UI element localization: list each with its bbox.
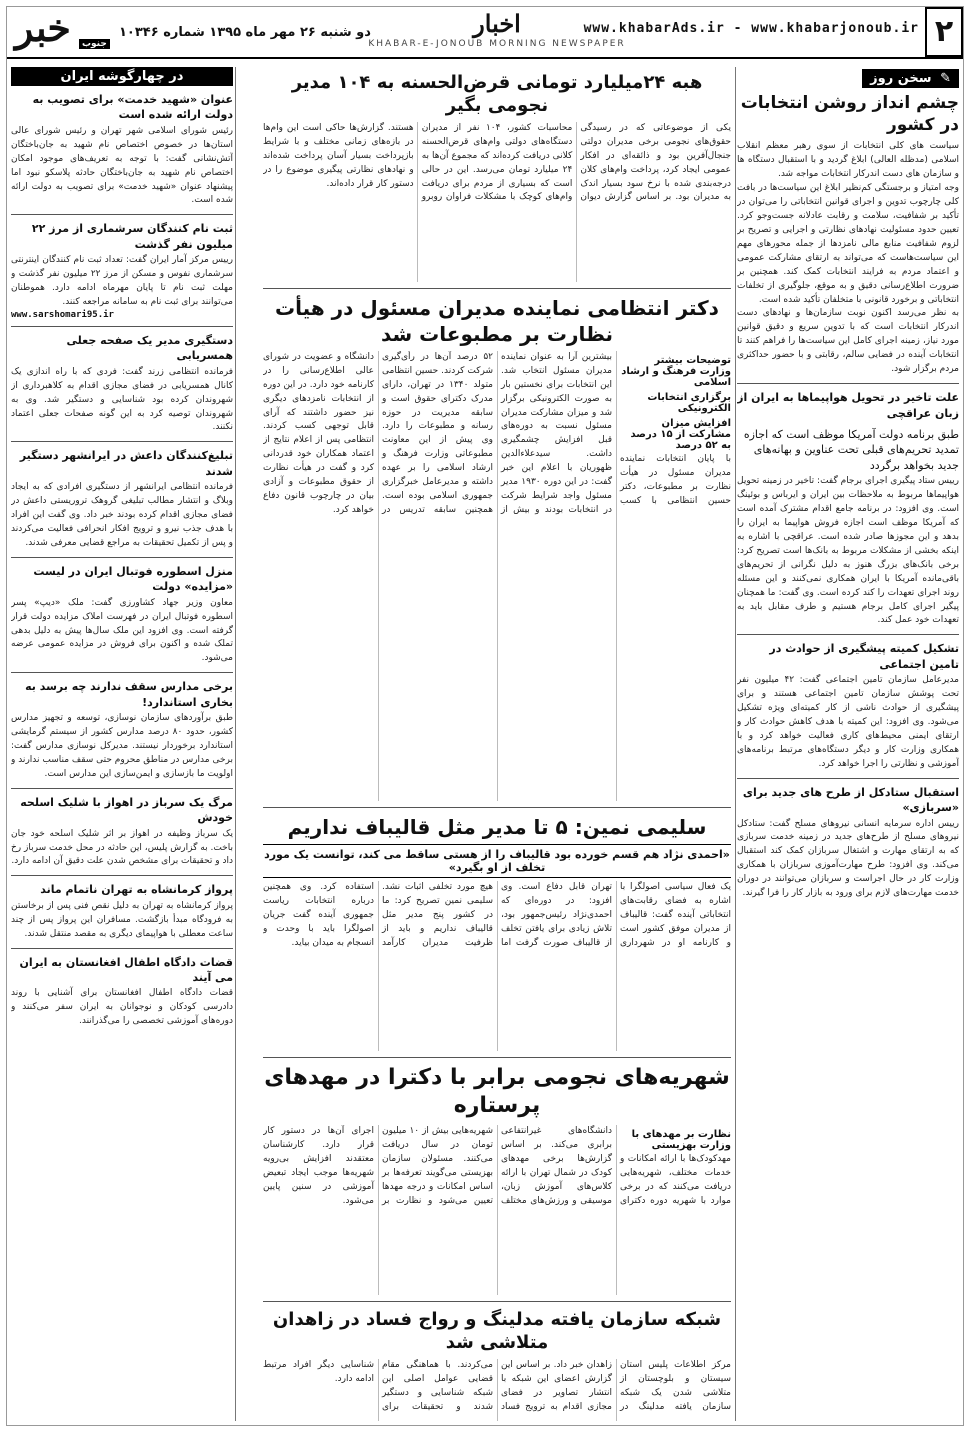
logo-sub: جنوب <box>79 39 110 49</box>
page-number: ۲ <box>925 7 963 57</box>
editorial-body: سیاست های کلی انتخابات از سوی رهبر معظم انقلاب اسلامی (مدظله العالی) ابلاغ گردید و با استقبال دستگاه ها و سازمان های دست اندرکار انتخابات مواجه شد. <box>737 141 959 180</box>
article-body: فرمانده انتظامی ایرانشهر از دستگیری افرادی که به ایجاد وبلاگ و انتشار مطالب تبلیغی گروهک تروریستی داعش در فضای مجازی اقدام کرده بودند خبر داد. وی گفت این افراد با هدف جذب نیرو و ترویج افکار انحرافی فعالیت می‌کردند و پس از تکمیل تحقیقات به مراجع قضایی معرفی شدند. <box>11 482 233 548</box>
article-body: مهدکودک‌ها با ارائه امکانات و خدمات مختلف، شهریه‌هایی دریافت می‌کنند که در برخی موارد با شهریه دوره دکترای دانشگاه‌های غیرانتفاعی برابری می‌کند. بر اساس گزارش‌ها برخی مهدهای کودک در شمال تهران با ارائه کلاس‌های آموزش زبان، موسیقی و ورزش‌های مختلف شهریه‌هایی بیش از ۱۰ میلیون تومان در سال دریافت می‌کنند. مسئولان سازمان بهزیستی می‌گویند تعرفه‌ها بر اساس امکانات و درجه مهدها تعیین می‌شود و نظارت بر اجرای آن‌ها در دستور کار قرار دارد. کارشناسان معتقدند افزایش بی‌رویه شهریه‌ها موجب ایجاد تبعیض آموزشی در سنین پایین می‌شود. <box>263 1125 731 1206</box>
masthead <box>7 7 963 59</box>
article-headline[interactable]: قضات دادگاه اطفال افغانستان به ایران می آیند <box>19 955 233 984</box>
article-headline[interactable]: تبلیغ‌کنندگان داعش در ایرانشهر دستگیر شدند <box>19 449 233 478</box>
article-headline[interactable]: عنوان «شهید خدمت» برای تصویب به دولت ارائه شده است <box>32 93 233 122</box>
article-headline[interactable]: سلیمی نمین: ۵ تا مدیر مثل قالیباف نداریم <box>287 814 707 839</box>
article-body-block <box>263 122 731 282</box>
column-divider <box>735 67 736 1421</box>
article-body: یکی از موضوعاتی که در رسیدگی حقوق‌های نجومی برخی مدیران دولتی جنجال‌آفرین بود و ذائقه‌ای در افکار عمومی ایجاد کرد، پرداخت وام‌های کلان درجه‌بندی شده با نرخ سود بسیار اندک به مدیران بود. بر اساس گزارش دیوان محاسبات کشور، ۱۰۴ نفر از مدیران دستگاه‌های دولتی وام‌های قرض‌الحسنه کلانی دریافت کرده‌اند که مجموع آن‌ها به ۲۴ میلیارد تومان می‌رسد. این در حالی است که بسیاری از مردم برای دریافت وام‌های کوچک با مشکلات فراوان روبرو هستند. گزارش‌ها حاکی است این وام‌ها در بازه‌های زمانی مختلف و با شرایط بازپرداخت بسیار آسان پرداخت شده‌اند و نهادهای نظارتی پیگیری موضوع را در دستور کار قرار داده‌اند. <box>263 122 731 203</box>
divider <box>737 634 959 635</box>
article-body: یک سرباز وظیفه در اهواز بر اثر شلیک اسلحه خود جان باخت. به گزارش پلیس، این حادثه در محل خدمت سرباز رخ داد و تحقیقات برای مشخص شدن علت دقیق آن ادامه دارد. <box>11 828 233 867</box>
pull-quote: «احمدی نژاد هم قسم خورده بود قالیباف را از هستی ساقط می کند، توانست یک مورد تخلف از او بگیرد» <box>263 844 731 878</box>
article-body: یک فعال سیاسی اصولگرا با اشاره به فضای رقابت‌های انتخاباتی آینده گفت: قالیباف از مدیران موفق کشور است و کارنامه او در شهرداری تهران قابل دفاع است. وی افزود: در دوره‌ای که احمدی‌نژاد رئیس‌جمهور بود، تلاش زیادی برای یافتن تخلف از قالیباف صورت گرفت اما هیچ مورد تخلفی اثبات نشد. سلیمی نمین تصریح کرد: ما در کشور پنج مدیر مثل قالیباف نداریم و باید از ظرفیت مدیران کارآمد استفاده کرد. وی همچنین درباره انتخابات ریاست جمهوری آینده گفت جریان اصولگرا باید با وحدت و انسجام به میدان بیاید. <box>263 881 731 948</box>
article-subhead: برگزاری انتخابات الکترونیکی <box>647 391 731 414</box>
divider <box>263 807 731 808</box>
article-headline[interactable]: شهریه‌های نجومی برابر با دکترا در مهدهای پرستاره <box>264 1064 730 1119</box>
article-headline[interactable]: دستگیری مدیر یک صفحه جعلی همسریابی <box>66 333 233 363</box>
column-divider <box>235 67 236 1421</box>
article-body: معاون وزیر جهاد کشاورزی گفت: ملک «دیپ» پسر اسطوره فوتبال ایران در فهرست املاک مزایده دولت قرار گرفته است. وی افزود این ملک سال‌ها پیش به دلیل بدهی تملک شده و اکنون برای فروش در مزایده عمومی عرضه می‌شود. <box>11 597 233 664</box>
editorial-body: وجه امتیاز و برجستگی کم‌نظیر ابلاغ این سیاست‌ها در بافت کلی چارچوب تدوین و اجرای قوانین انتخاباتی را می‌توان در تأکید بر شفافیت، سلامت و رقابت عادلانه جست‌وجو کرد. تعیین حدود مسئولیت نهادهای نظارتی و اجرایی و تصریح بر لزوم شفافیت منابع مالی نامزدها از جمله محورهای مهم این سیاست‌هاست که می‌تواند به ارتقای مشارکت عمومی و اعتماد مردم به فرایند انتخابات کمک کند. همچنین بر ضرورت اطلاع‌رسانی دقیق و به موقع، جلوگیری از تخلفات انتخاباتی و برخورد قانونی با متخلفان تأکید شده است. <box>737 183 959 305</box>
divider <box>11 214 233 215</box>
divider <box>263 288 731 289</box>
article-headline[interactable]: منزل اسطوره فوتبال ایران در لیست «مزایده» دولت <box>33 564 233 594</box>
article-headline[interactable]: دکتر انتظامی نماینده مدیران مسئول در هیأت نظارت بر مطبوعات شد <box>275 295 719 346</box>
article-body-block <box>263 351 731 801</box>
newspaper-page <box>6 6 964 1426</box>
article-subhead: توضیحات بیشتر وزارت فرهنگ و ارشاد اسلامی <box>621 354 731 388</box>
divider <box>11 875 233 876</box>
article-headline[interactable]: علت تاخیر در تحویل هواپیماها به ایران از زبان عراقچی <box>737 391 959 420</box>
article-body: با پایان انتخابات نماینده مدیران مسئول در هیأت نظارت بر مطبوعات، دکتر حسین انتظامی با کسب بیشترین آرا به عنوان نماینده مدیران مسئول انتخاب شد. این انتخابات برای نخستین بار به صورت الکترونیکی برگزار شد و میزان مشارکت مدیران مسئول نسبت به دوره‌های قبل افزایش چشمگیری داشت. سیدعلاءالدین ظهوریان با اعلام این خبر گفت: در این دوره ۱۹۳۰ مدیر مسئول واجد شرایط شرکت در انتخابات بودند و بیش از ۵۲ درصد آن‌ها در رأی‌گیری شرکت کردند. حسین انتظامی متولد ۱۳۴۰ در تهران، دارای مدرک دکترای حقوق است و سابقه مدیریت در حوزه رسانه و مطبوعات را دارد. وی پیش از این معاونت مطبوعاتی وزارت فرهنگ و ارشاد اسلامی را بر عهده داشته و مدیرعامل خبرگزاری جمهوری اسلامی بوده است. همچنین سابقه تدریس در دانشگاه و عضویت در شورای عالی اطلاع‌رسانی را در کارنامه خود دارد. در این دوره از انتخابات نامزدهای دیگری نیز حضور داشتند که آرای قابل توجهی کسب کردند. انتظامی پس از اعلام نتایج از اعتماد همکاران خود قدردانی کرد و گفت در هیأت نظارت از حقوق مطبوعات و آزادی بیان در چارچوب قانون دفاع خواهد کرد. <box>263 351 731 516</box>
article-body: قضات دادگاه اطفال افغانستان برای آشنایی با روند دادرسی کودکان و نوجوانان به ایران سفر می‌کنند و دوره‌های آموزشی تخصصی را می‌گذرانند. <box>11 988 233 1027</box>
site-urls[interactable]: www.khabarAds.ir - www.khabarjonoub.ir <box>583 21 919 36</box>
divider <box>737 778 959 779</box>
divider <box>263 1301 731 1302</box>
article-headline[interactable]: تشکیل کمیته پیشگیری از حوادث در تامین اجتماعی <box>769 642 959 671</box>
article-headline[interactable]: مرگ یک سرباز در اهواز با شلیک اسلحه خودش <box>20 795 233 825</box>
section-kicker: در چهارگوشه ایران <box>11 67 233 86</box>
logo-word: خبر <box>15 6 71 50</box>
article-subhead: افزایش میزان مشارکت از ۱۵ درصد به ۵۲ درصد <box>630 417 731 451</box>
middle-column <box>263 67 731 1421</box>
article-body: رییس اداره سرمایه انسانی نیروهای مسلح گفت: ستادکل نیروهای مسلح از طرح‌های جدید در زمینه خدمت سربازی که به ارتقای مهارت و اشتغال سربازان کمک کند استقبال می‌کند. وی افزود: طرح مهارت‌آموزی سربازان با همکاری وزارت کار در حال اجراست و سربازان می‌توانند در دوران خدمت مهارت‌های لازم برای ورود به بازار کار را فرا گیرند. <box>737 818 959 899</box>
article-body-block <box>263 881 731 1051</box>
divider <box>11 326 233 327</box>
article-body: طبق برآوردهای سازمان نوسازی، توسعه و تجهیز مدارس کشور، حدود ۸۰ درصد مدارس کشور از سیستم گرمایشی استاندارد برخوردار نیستند. مدیرکل نوسازی مدارس گفت: برخی مدارس در مناطق محروم حتی سقف مناسب ندارند و اولویت ما بازسازی و ایمن‌سازی این مدارس است. <box>11 713 233 779</box>
article-headline[interactable]: ثبت نام کنندگان سرشماری از مرز ۲۲ میلیون نفر گذشت <box>31 222 233 251</box>
divider <box>11 441 233 442</box>
divider <box>263 1057 731 1058</box>
article-body: رئیس شورای اسلامی شهر تهران و رئیس شورای عالی استان‌ها در خصوص اختصاص نام شهید به جان‌باختگان آتش‌نشانی گفت: با توجه به تعریف‌های موجود امکان اختصاص نام شهید به جان‌باختگان حادثه پلاسکو نبود اما پیشنهاد عنوان «شهید خدمت» برای تصویب به دولت ارائه شده است. <box>11 125 233 206</box>
issue-date: دو شنبه ۲۶ مهر ماه ۱۳۹۵ شماره ۱۰۳۴۶ <box>119 25 371 40</box>
article-body: مدیرعامل سازمان تامین اجتماعی گفت: ۴۲ میلیون نفر تحت پوشش سازمان تامین اجتماعی هستند و برای پیشگیری از حوادث ناشی از کار کمیته‌ای ویژه تشکیل می‌شود. وی افزود: این کمیته با هدف کاهش حوادث کار و ارتقای ایمنی محیط‌های کاری فعالیت خواهد کرد و با همکاری وزارت کار و دیگر دستگاه‌های مرتبط برنامه‌های آموزشی و نظارتی را اجرا خواهد کرد. <box>737 675 959 769</box>
divider <box>737 383 959 384</box>
editorial-headline[interactable]: چشم انداز روشن انتخابات در کشور <box>740 93 959 136</box>
article-headline[interactable]: برخی مدارس سقف ندارند چه برسد به بخاری استاندارد! <box>25 680 233 709</box>
editorial-kicker <box>862 69 959 88</box>
article-headline[interactable]: شبکه سازمان یافته مدلینگ و رواج فساد در زاهدان متلاشی شد <box>272 1308 722 1354</box>
editorial-body: به نظر می‌رسد اکنون نوبت سازمان‌ها و نهادهای دست اندرکار انتخابات است که با تدوین سریع و دقیق قوانین مورد نیاز، زمینه اجرای کامل این سیاست‌ها را فراهم کنند تا انتخابات آینده در فضایی سالم، رقابتی و با حضور حداکثری مردم برگزار شود. <box>737 308 959 375</box>
article-headline[interactable]: پرواز کرمانشاه به تهران ناتمام ماند <box>40 883 233 897</box>
paper-subtitle: KHABAR-E-JONOUB MORNING NEWSPAPER <box>368 39 626 49</box>
article-headline[interactable]: هبه ۲۴میلیارد تومانی قرض‌الحسنه به ۱۰۴ مدیر نجومی بگیر <box>291 72 703 117</box>
article-body-block <box>263 1125 731 1295</box>
right-column <box>737 67 959 1421</box>
divider <box>11 948 233 949</box>
logo <box>11 6 109 53</box>
article-body: رییس مرکز آمار ایران گفت: تعداد ثبت نام کنندگان اینترنتی سرشماری نفوس و مسکن از مرز ۲۲ میلیون نفر گذشت و مهلت ثبت نام تا پایان مهرماه ادامه دارد. هموطنان می‌توانند برای ثبت نام به سامانه مراجعه کنند. <box>11 255 233 307</box>
kicker-label: سخن روز <box>870 71 932 86</box>
section-title: اخبار <box>473 9 521 38</box>
left-column <box>11 67 233 1421</box>
article-body: پرواز کرمانشاه به تهران به دلیل نقص فنی پس از برخاستن به فرودگاه مبدأ بازگشت. مسافران این پرواز پس از چند ساعت معطلی با هواپیمای دیگری به مقصد منتقل شدند. <box>11 900 233 939</box>
divider <box>11 788 233 789</box>
article-headline[interactable]: استقبال ستادکل از طرح های جدید برای «سربازی» <box>742 785 959 815</box>
article-subhead: طبق برنامه دولت آمریکا موظف است که اجازه تمدید تحریم‌های قبلی تحت عناوین و بهانه‌های جدید بخواهد برگردد <box>743 427 959 472</box>
article-body-block <box>263 1359 731 1421</box>
divider <box>11 557 233 558</box>
census-url[interactable]: www.sarshomari95.ir <box>11 309 114 320</box>
article-body: رییس ستاد پیگیری اجرای برجام گفت: تاخیر در زمینه تحویل هواپیماها مربوط به ملاحظات بین ایران و ایرباس و بوئینگ است. وی افزود: در برنامه جامع اقدام مشترک آمده است که آمریکا موظف است اجازه فروش هواپیما به ایران را بدهد و این مجوزها صادر شده است. عراقچی با اشاره به اینکه بخشی از مشکلات مربوط به بانک‌ها است تصریح کرد: برخی بانک‌های بزرگ هنوز به دلیل نگرانی از تحریم‌های باقی‌مانده آمریکا با ایران همکاری نمی‌کنند و این مسئله روند اجرای تعهدات را کند کرده است. وی گفت: ما همچنان پیگیر اجرای کامل برجام هستیم و طرف مقابل باید به تعهدات خود عمل کند. <box>737 476 959 626</box>
divider <box>11 672 233 673</box>
pen-icon: ✎ <box>940 71 951 86</box>
article-subhead: نظارت بر مهدهای با وزارت بهزیستی <box>631 1128 731 1151</box>
article-body: مرکز اطلاعات پلیس استان سیستان و بلوچستان از متلاشی شدن یک شبکه سازمان یافته مدلینگ در زاهدان خبر داد. بر اساس این گزارش اعضای این شبکه با انتشار تصاویر در فضای مجازی اقدام به ترویج فساد می‌کردند. با هماهنگی مقام قضایی عوامل اصلی این شبکه شناسایی و دستگیر شدند و تحقیقات برای شناسایی دیگر افراد مرتبط ادامه دارد. <box>263 1359 731 1412</box>
article-body: فرمانده انتظامی زرند گفت: فردی که با راه اندازی یک کانال همسریابی در فضای مجازی اقدام به کلاهبرداری از شهروندان کرده بود شناسایی و دستگیر شد. وی به شهروندان توصیه کرد به این گونه صفحات جعلی اعتماد نکنند. <box>11 366 233 433</box>
